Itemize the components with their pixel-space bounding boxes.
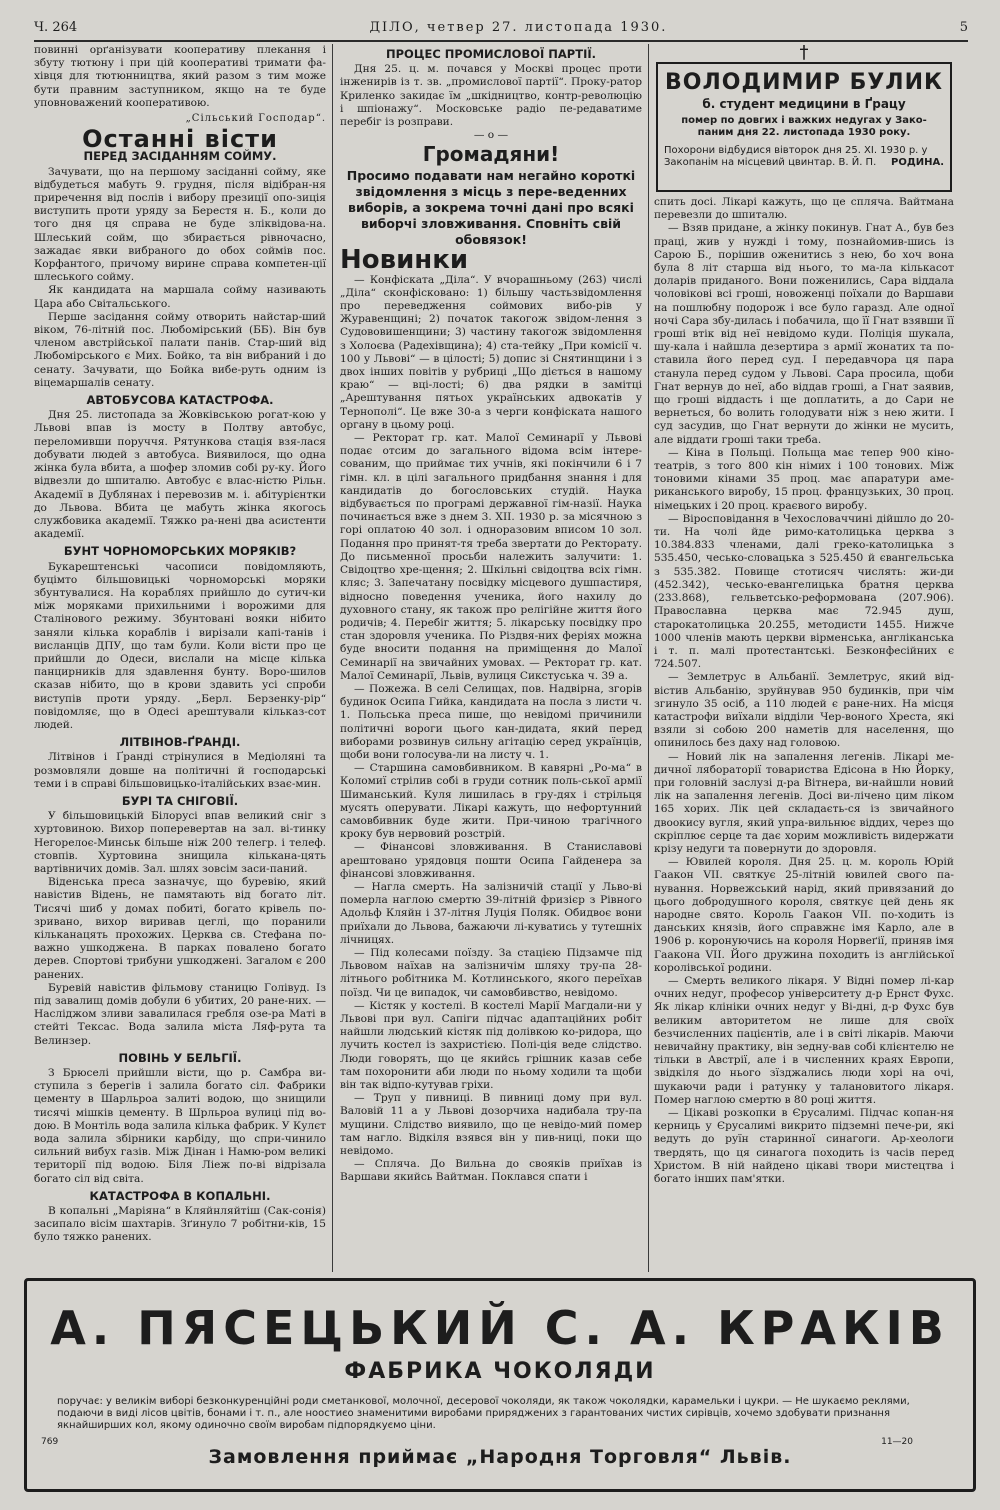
article-belgium: З Брюселі прийшли вісти, що р. Самбра ви-ступила з берегів і залила богато сіл. Фабрики цементу в Шарльроа залиті водою, що знищили тисячі мішків цементу. В Шрльроа вулиці під во-дою. В Монтіль вода залила кілька фабрик. У Кулєт вода залила збірники карбіду, що спри-чинило сильний вибух газів. Між Дінан і Намю-ром великі території під водою. Біля Ліеж по-ві відрізала богато сіл від світа. <box>34 1067 326 1185</box>
obituary-box <box>656 42 952 192</box>
item-sleeper-cont: спить досі. Лікарі кажуть, що це спляча. Вайтмана перевезли до шпиталю. <box>654 196 954 222</box>
obituary-died: помер по довгих і важких недугах у Зако-паним дня 22. листопада 1930 року. <box>681 115 927 138</box>
article-navy: Букарештенські часописи повідомляють, буцімто більшовицькі чорноморські моряки збунтувалися. На кораблях прийшло до сутич-ки між моряками прихильними і ворожими для Сталінового режиму. Збунтовані вояки нібито заняли кілька кораблів і вирізали капі-танів і висланців ДПУ, що там були. Коли вісти про це прийшли до Одеси, вислали на місце кілька панцирників для здавлення бунту. Воро-шилов сказав нібито, що в крови здавить усі спроби виступів проти уряду. „Берл. Берзенку-рір“ повідомляє, що в Одесі арештували кільказ-сот людей. <box>34 560 326 731</box>
headline-mine: КАТАСТРОФА В КОПАЛЬНІ. <box>89 1188 271 1203</box>
column-1 <box>34 44 326 1272</box>
ad-factory: ФАБРИКА ЧОКОЛЯДИ <box>344 1359 656 1384</box>
item-earthquake: — Землетрус в Альбанії. Землетрус, який від-вістив Альбанію, зруйнував 950 будинків, при чім згинуло 35 осіб, а 110 людей є ране-них. На місця катастрофи виїхали відділи Чер-воного Хреста, які взяли зі собою 200 наметів для населення, що опинилось без даху над головою. <box>654 671 954 750</box>
article-sejm-3: Перше засідання сойму отворить найстар-ший віком, 76-літній пос. Любомірський (ББ). Він був членом австрійської палати панів. Стар-ший від Любомірського є Мих. Бойко, та він вибраний і до сенату. Зачувати, що Бойка вибе-руть одним із віцемаршалів сенату. <box>34 310 326 389</box>
page-number-label: Ч. 264 <box>34 19 78 35</box>
appeal-text: Просимо подавати нам негайно короткі звідомлення з місць з пере-веденних виборів, а зокрема точні дані про всякі виборчі зловживання. Сповніть свій обовязок! <box>346 168 636 248</box>
column-rule-1 <box>332 44 333 1272</box>
ad-order-line: Замовлення приймає „Народня Торговля“ Львів. <box>208 1446 792 1468</box>
obituary-family: РОДИНА. <box>890 157 944 168</box>
item-skeleton: — Кістяк у костелі. В костелі Марії Магдали-ни у Львові при вул. Сапіги підчас адаптаційних робіт найшли людський кістяк під долівкою ко-ридора, що лучить костел із захристією. Полі-ція веде слідство. Люди говорять, що це якийсь грішник казав себе там похоронити аби люди по ньому ходили та щоби він так відпо-кутував гріхи. <box>340 999 642 1092</box>
item-seminary: — Ректорат гр. кат. Малої Семинарії у Львові подає отсим до загального відома всім інтере-сованим, що приймає тих учнів, які покінчили 6 і 7 гімн. кл. в цілі загального придбання знання і для кандидатів до богословських студій. Наука відбувається по програмі державної гім-назії. Наука починається вже з днем 3. XII. 1930 р. за місячною з горі оплатою 40 зол. і одноразовим вписом 10 зол. Подання про принят-тя треба звертати до Ректорату. До письменної просьби належить залучити: 1. Свідоцтво хре-щення; 2. Шкільні свідоцтва всіх гімн. кляс; 3. Запечатану посвідку місцевого душпастиря, відносно поведення ученика, його нахилу до духовного стану, як також про релігійне життя його родичів; 4. Перебіг життя; 5. лікарську посвідку про стан здоровля ученика. По Різдвя-них феріях можна буде вносити подання на приміщення до Малої Семинарії на звичайних умовах. — Ректорат гр. кат. Малої Семинарії, Львів, вулиця Сикстуська ч. 39 а. <box>340 432 642 682</box>
chocolate-advertisement <box>24 1278 976 1492</box>
appeal-title: Громадяни! <box>422 142 560 167</box>
item-confiscation: — Конфіската „Діла“. У вчорашньому (263) числі „Діла“ сконфісковано: 1) більшу частьзвідомлення про переведження соймових вибо-рів у Журавенщині; 2) початок такогож звідом-лення з Судововишенщини; 3) частину такогож звідомлення з Холоєва (Радехівщина); 4) ста-тейку „При комісії ч. 100 у Львові“ — в цілості; 5) допис зі Снятинщини і з двох інших повітів у рубриці „Що діється в нашому краю“ — вці-лості; 6) два рядки в замітці „Арештування пятьох українських адвокатів у Тернополі“. Це вже 30-а з черги конфіската нашого органу в цьому році. <box>340 273 642 431</box>
item-pneumonia: — Новий лік на запалення легенів. Лікарі ме-дичної лябораторії товариства Едісона в Ню Йорку, при головній заслузі д-ра Вітнера, ви-найшли новий лік на запалення легенів. Досі ви-лічено цим ліком 165 хорих. Лік цей складаєть-ся із звичайного двоокису вугля, який упра-вильнює віддих, через що скріплює серце та дає хорим можливість видержати крізу недуги та повернути до здоровля. <box>654 750 954 855</box>
item-sudden-death: — Нагла смерть. На залізничій стації у Льво-ві померла наглою смертю 39-літній фризієр з Рівного Адольф Кляйн і 37-літня Луція Поляк. Обидвоє вони приїхали до Львова, бажаючи лі-куватись у тутешніх лічницях. <box>340 880 642 946</box>
headline-trial: ПРОЦЕС ПРОМИСЛОВОЇ ПАРТІЇ. <box>385 47 596 61</box>
item-cinema: — Кіна в Польщі. Польща має тепер 900 кіно-театрів, з того 800 кін німих і 100 тонових. Між тоновими кінами 35 проц. має апаратури аме-риканського виробу, 15 проц. французьких, 30 проц. німецьких і 20 проц. краєвого виробу. <box>654 446 954 512</box>
cross-icon: † <box>799 42 809 63</box>
item-suicide: — Старшина самовбивником. В кавярні „Ро-ма“ в Коломиї стрілив собі в груди сотник поль-ської армії Шиманський. Куля лишилась в гру-дях і стрільця мусять оперувати. Лікарі кажуть, що нефортунний самовбивник буде жити. При-чиною трагічного кроку був нервовий розстрій. <box>340 762 642 841</box>
item-fire: — Пожежа. В селі Селищах, пов. Надвірна, згорів будинок Осипа Гийка, кандидата на посла з листи ч. 1. Польська преса пише, що невідомі причинили політичні вороги цього кан-дидата, який перед виборами розвинув сильну агітацію серед українців, щоби вони голосува-ли на листу ч. 1. <box>340 682 642 761</box>
item-corpse: — Труп у пивниці. В пивниці дому при вул. Валовій 11 а у Львові дозорчиха надибала тру-па мущини. Слідство виявило, що це невідо-мий помер там наглo. Відкіля взявся він у пив-ниці, поки що невідомо. <box>340 1092 642 1158</box>
obituary-funeral <box>664 145 944 169</box>
ad-code-right: 11—20 <box>881 1437 913 1447</box>
article-storms-2: Віденська преса зазначує, що буревію, який навістив Відень, не памятають від богато літ. Тисячі шиб у домах побиті, богато крівель по-зривано, вихор виривав цеглі, що поранили кільканацять прохожих. Церква св. Стефана по-важно ушкоджена. В парках повалено богато дерев. Спортові трибуни ушкоджені. Загалом є 200 ранених. <box>34 876 326 981</box>
item-jerusalem: — Цікаві розкопки в Єрусалимі. Підчас копан-ня керниць у Єрусалимі викрито підземні пече-ри, які ведуть до руїн старинної синагоги. Ар-хеологи твердять, що ця синагога походить із часів перед Христом. В ній найдено цікаві твори мистецтва і богато інших пам'ятки. <box>654 1107 954 1186</box>
ad-code-left: 769 <box>41 1437 59 1447</box>
headline-storms: БУРІ ТА СНІГОВІЇ. <box>121 793 239 808</box>
item-sleeper: — Спляча. До Вильна до свояків приїхав із Варшави якийсь Вайтман. Поклався спати і <box>340 1158 642 1184</box>
headline-belgium: ПОВІНЬ У БЕЛЬГІЇ. <box>118 1050 242 1065</box>
headline-bus: АВТОБУСОВА КАТАСТРОФА. <box>86 393 274 408</box>
headline-navy: БУНТ ЧОРНОМОРСЬКИХ МОРЯКІВ? <box>63 544 297 559</box>
obituary-funeral-text: Похорони відбудися вівторок дня 25. XI. 1930 р. у Закопанім на місцевий цвинтар. В. Й. П. <box>664 145 928 168</box>
separator: — о — <box>473 129 509 142</box>
item-dowry: — Взяв придане, а жінку покинув. Гнат А., був без праці, жив у нужді і тому, познайомив-шись із Сарою Б., порішив оженитись з нею, бо хоч вона була 8 літ старша від нього, то ма-ла кількасот доларів приданого. Вони поженились, Сара віддала чоловікові всі гроші, новоженці поїхали до Варшави на пошлюбну подорож і все було гаразд. Але одної ночі Сара збу-дилась і побачила, що її Гнат взявши її гроші втік від неї невідомо куди. Поліція шукала, шу-кала і найшла дезертира з армії жонатих та по-ставила його перед суд. І передавчора ця пара станула перед судом у Львові. Сара просила, щоби Гнат вернув до неї, або віддав гроші, а Гнат заявив, що гроші віддасть і ще доплатить, а до Сари не вернеться, бо волить голодувати ніж з нею жити. І суд засудив, що Гнат вернути до жінки не мусить, але віддати гроші таки треба. <box>654 222 954 446</box>
ad-brand: А. ПЯСЕЦЬКИЙ С. А. КРАКІВ <box>50 1301 950 1355</box>
column-2 <box>340 44 642 1272</box>
article-storms: У більшовицькій Білорусі впав великий сніг з хуртовиною. Вихор поперевертав на зал. ві-тинку Негорелоє-Минськ більше ніж 200 телегр. і телеф. стовпів. Хуртовина знищила кількана-цять вартівничих домів. Зал. шлях зовсім заси-паний. <box>34 810 326 875</box>
item-finance: — Фінансові зловживання. В Станиславові арештовано урядовця пошти Осипа Гайденера за фінансові зловживання. <box>340 841 642 880</box>
article-sejm: Зачувати, що на першому засіданні сойму, яке відбудеться мабуть 9. грудня, після відібран-ня приречення від послів і вибору презиції опо-зиція виступить проти уряду за Берестя н. Б., коли до того дня ця справа не буде зліквідова-на. Шлеський сойм, що збирається рівночасно, зажадає явки вибраного до обох соймів пос. Корфантого, причому вирине справа компетен-ції шлеського сойму. <box>34 165 326 284</box>
item-doctor-death: — Смерть великого лікаря. У Відні помер лі-кар очних недуг, професор університету д-р Ернст Фухс. Як лікар клініки очних недуг у Ві-дні, д-р Фухс був великим авторитетом не лише для своїх безчисленних пацієнтів, але і в світі лікарів. Маючи невичайну практику, він зедну-вав собі клієнтелю не тільки в Австрії, але і в численних краях Европи, звідкіля до нього зїзджались люди хорі на очі, шукаючи ради і ратунку у талановитого лікаря. Помер наглою смертю в 80 році життя. <box>654 974 954 1106</box>
section-title-latest-news: Останні вісти <box>82 125 278 154</box>
headline-litvinov: ЛІТВІНОВ-ҐРАНДІ. <box>119 735 241 750</box>
article-litvinov: Літвінов і Ґранді стрінулися в Медіоляні та розмовляли довше на політичні й господарські теми і в справі більшовицько-італійських взає-мин. <box>34 751 326 790</box>
item-train: — Під колесами поїзду. За стацією Підзамче під Львовом наїхав на залізничім шляху тру-па 28-літнього робітника М. Котлинського, якого переїхав поїзд. Чи це випадок, чи самовбивство, невідомо. <box>340 946 642 999</box>
article-mine: В копальні „Маріяна“ в Кляйнляйтіш (Сак-сонія) засипало вісім шахтарів. Зґинуло 7 робітни-ків, 15 було тяжко ранених. <box>34 1205 326 1244</box>
article-signature: „Сільський Господар“. <box>185 113 326 125</box>
article-intro: повинні орґанізувати кооперативу плекання і збуту тютюну і при цій кооперативі тримати фа-хівця для тютюнництва, який разом з тим може бути правним заступником, якщо на те буде уповноважений кооперативою. <box>34 44 326 109</box>
masthead-date: ДІЛО, четвер 27. листопада 1930. <box>369 19 668 35</box>
article-trial: Дня 25. ц. м. почався у Москві процес проти інженирів із т. зв. „промислової партії“. Проку-ратор Криленко закидає їм „шкідництво, контр-революцію і шпіонажу“. Московське радіо пе-редаватиме перебіг із розправи. <box>340 63 642 129</box>
article-sejm-2: Як кандидата на маршала сойму називають Цара або Світальського. <box>34 284 326 310</box>
item-jubilee: — Ювилей короля. Дня 25. ц. м. король Юрій Гаакон VII. святкує 25-літній ювилей свого па-нування. Норвежський нарід, який привязаний до цього добродушного короля, святкує цей день як народне свято. Король Гаакон VII. по-ходить із данських князів, його справжнє імя Карло, але в 1906 р. коронуючись на короля Норвеґії, приняв імя Гаакона VII. Його дружина походить із англійської королівської родини. <box>654 856 954 974</box>
section-title-news: Новинки <box>340 245 469 276</box>
page-header <box>34 16 968 42</box>
appeal-box <box>340 142 642 248</box>
headline-sejm: ПЕРЕД ЗАСІДАННЯМ СОЙМУ. <box>83 149 277 164</box>
column-rule-2 <box>648 44 649 1272</box>
article-bus: Дня 25. листопада за Жовківською рогат-кою у Львові впав із мосту в Полтву автобус, переломивши поруччя. Рятункова стація взя-лася добувати людей з автобуса. Виявилося, що одна жінка була вбита, а шофер зломив собі ру-ку. Його відвезли до шпиталю. Автобус є влас-ністю Рільн. Академії в Дублянах і перевозив м. і. абітурієнтки до Львова. Вбита це мабуть жінка якогось службовика академії. Тяжко ра-нені два асистенти академії. <box>34 409 326 541</box>
column-3 <box>654 196 954 1272</box>
ad-body: поручає: у великім виборі безконкуренційні роди сметанкової, молочної, десерової чоколяди, як також чоколядки, карамельки і цукри. — Не шукаємо реклями, подаючи в виді лісов цвітів, бонами і т. п., але ноостиєо знаменитими виробами приряджених з гарантованих чистих сирівців, хочемо здобувати признання якнайширших кол, якому одиночно своїм виробам підпорядкуємо ціни. <box>57 1396 910 1431</box>
sheet-number: 5 <box>959 19 968 35</box>
article-storms-3: Буревій навістив фільмову станицю Голівуд. Із під завалищ домів добули 6 убитих, 20 ране-них. — Насліджом зливи завалилася гребля озе-ра Маті в стейті Тексас. Вода залила міста Ляф-рута та Велинзер. <box>34 981 326 1047</box>
obituary-name: ВОЛОДИМИР БУЛИК <box>665 70 943 95</box>
obituary-subtitle: б. студент медицини в Ґрацу <box>702 97 906 111</box>
item-czech-religions: — Віросповідання в Чехословаччині дійшло до 20-ти. На чолі йде римо-католицька церква з 10.384.833 членами, далі греко-католицька з 535.450, чесько-словацька з 525.450 й євангельська з 535.382. Повище стотисяч числять: жи-ди (452.342), чесько-евангелицька братня церква (233.868), гельветсько-реформована (207.906). Православна церква має 72.945 душ, старокатолицька 20.255, методисти 1455. Нижче 1000 членів мають церкви вірменська, англіканська і т. п. малі протестантські. Безконфесійних є 724.507. <box>654 512 954 671</box>
